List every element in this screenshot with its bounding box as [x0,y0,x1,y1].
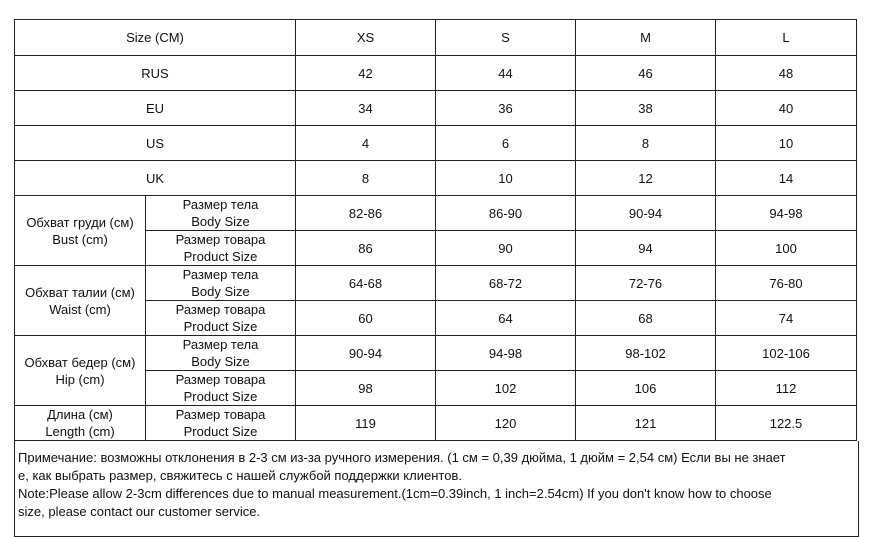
row-label-rus: RUS [15,56,296,91]
measure-type-en: Product Size [183,319,258,334]
measure-type-ru: Размер товара [175,302,266,317]
size-chart [14,19,856,537]
cell-value: 90-94 [576,196,716,231]
note-en-line-1: Note:Please allow 2-3cm differences due to manual measurement.(1cm=0.39inch, 1 inch=2.54cm) If you don't know how to choose [18,486,772,501]
table-row-length [15,406,857,441]
measure-type-ru: Размер тела [182,197,259,212]
cell-value: 121 [576,406,716,441]
cell-value: 36 [436,91,576,126]
cell-value: 72-76 [576,266,716,301]
cell-value: 6 [436,126,576,161]
cell-value: 64 [436,301,576,336]
measure-type-body [146,336,296,371]
table-row-eu [15,91,857,126]
group-label-en: Bust (cm) [52,231,108,247]
measure-type-en: Body Size [191,284,250,299]
cell-value: 86-90 [436,196,576,231]
measure-type-ru: Размер товара [175,407,266,422]
cell-value: 38 [576,91,716,126]
group-label-bust [15,196,146,266]
cell-value: 119 [296,406,436,441]
cell-value: 90 [436,231,576,266]
group-label-en: Length (cm) [45,424,115,439]
cell-value: 42 [296,56,436,91]
group-label-waist [15,266,146,336]
group-label-en: Waist (cm) [49,301,111,317]
cell-value: 122.5 [716,406,857,441]
cell-value: 40 [716,91,857,126]
size-header-s: S [436,20,576,56]
measure-type-body [146,266,296,301]
note-ru-line-2: е, как выбрать размер, свяжитесь с нашей службой поддержки клиентов. [18,468,462,483]
cell-value: 94 [576,231,716,266]
size-table [14,19,857,441]
measure-type-product [146,406,296,441]
size-header-label: Size (CM) [15,20,296,56]
cell-value: 106 [576,371,716,406]
cell-value: 10 [716,126,857,161]
cell-value: 14 [716,161,857,196]
cell-value: 68-72 [436,266,576,301]
note-ru-line-1: Примечание: возможны отклонения в 2-3 см из-за ручного измерения. (1 см = 0,39 дюйма, 1 дюйм = 2,54 см) Если вы не знает [18,450,786,465]
cell-value: 68 [576,301,716,336]
cell-value: 112 [716,371,857,406]
cell-value: 10 [436,161,576,196]
cell-value: 82-86 [296,196,436,231]
table-row-uk [15,161,857,196]
cell-value: 46 [576,56,716,91]
measure-type-product [146,301,296,336]
measure-type-en: Product Size [183,249,258,264]
measure-type-ru: Размер товара [175,232,266,247]
cell-value: 48 [716,56,857,91]
cell-value: 90-94 [296,336,436,371]
cell-value: 8 [296,161,436,196]
measure-type-ru: Размер тела [182,337,259,352]
size-header-xs: XS [296,20,436,56]
cell-value: 8 [576,126,716,161]
note-box [14,441,859,537]
table-row-bust-body [15,196,857,231]
cell-value: 98 [296,371,436,406]
cell-value: 100 [716,231,857,266]
measure-type-product [146,371,296,406]
group-label-length [15,406,146,441]
table-row-us [15,126,857,161]
note-en-line-2: size, please contact our customer service. [18,504,261,519]
size-header-l: L [716,20,857,56]
cell-value: 94-98 [716,196,857,231]
size-header-m: M [576,20,716,56]
table-row-hip-body [15,336,857,371]
cell-value: 44 [436,56,576,91]
table-row-rus [15,56,857,91]
group-label-ru: Обхват груди (см) [26,214,134,230]
measure-type-body [146,196,296,231]
cell-value: 64-68 [296,266,436,301]
group-label-ru: Длина (см) [47,407,113,422]
measure-type-en: Body Size [191,214,250,229]
cell-value: 120 [436,406,576,441]
measure-type-en: Product Size [183,389,258,404]
measure-type-ru: Размер товара [175,372,266,387]
cell-value: 12 [576,161,716,196]
cell-value: 102-106 [716,336,857,371]
row-label-eu: EU [15,91,296,126]
row-label-us: US [15,126,296,161]
group-label-hip [15,336,146,406]
cell-value: 94-98 [436,336,576,371]
row-label-uk: UK [15,161,296,196]
cell-value: 34 [296,91,436,126]
cell-value: 74 [716,301,857,336]
measure-type-en: Product Size [183,424,258,439]
group-label-ru: Обхват талии (см) [25,284,135,300]
group-label-ru: Обхват бедер (см) [24,354,136,370]
cell-value: 60 [296,301,436,336]
cell-value: 76-80 [716,266,857,301]
cell-value: 4 [296,126,436,161]
cell-value: 98-102 [576,336,716,371]
table-row-header [15,20,857,56]
cell-value: 102 [436,371,576,406]
measure-type-ru: Размер тела [182,267,259,282]
table-row-waist-body [15,266,857,301]
measure-type-en: Body Size [191,354,250,369]
group-label-en: Hip (cm) [55,371,105,387]
cell-value: 86 [296,231,436,266]
measure-type-product [146,231,296,266]
